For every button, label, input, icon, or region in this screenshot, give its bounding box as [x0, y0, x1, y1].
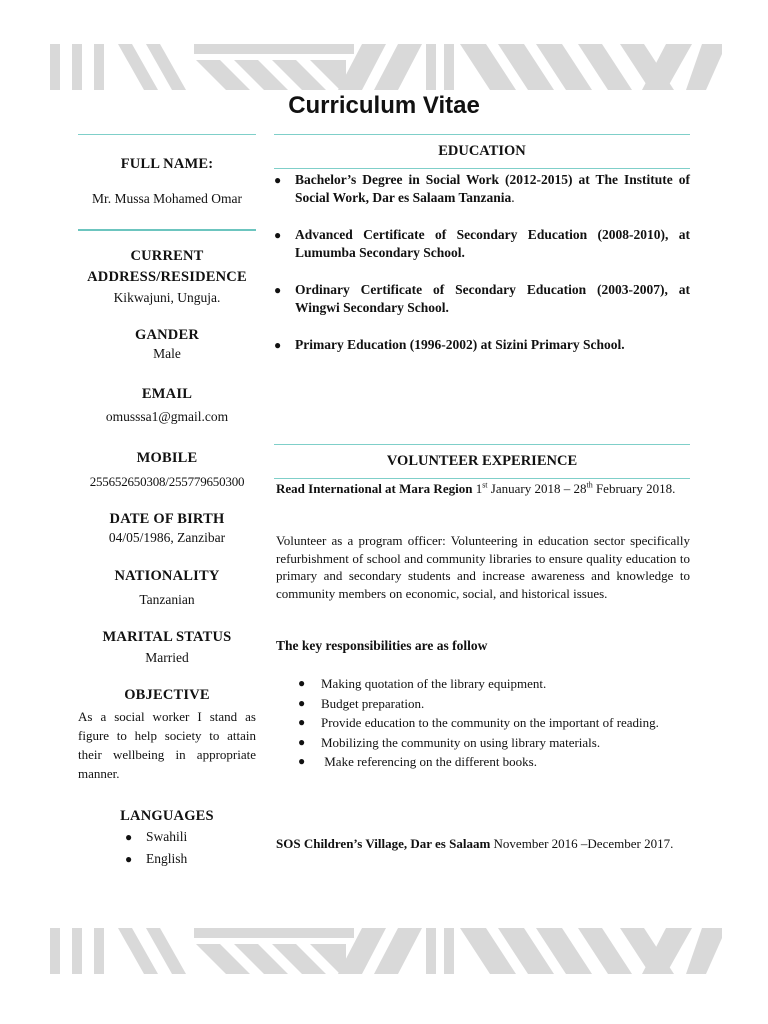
objective-text: As a social worker I stand as figure to help society to attain their wellbeing in appropriate manner.	[78, 709, 256, 781]
left-top-rule	[78, 134, 256, 135]
responsibility-text: Budget preparation.	[321, 695, 425, 711]
responsibilities-heading: The key responsibilities are as follow	[276, 638, 488, 653]
date-suffix: th	[586, 480, 593, 490]
education-item-text: Bachelor’s Degree in Social Work (2012-2015) at The Institute of Social Work, Dar es Salaam Tanzania	[295, 172, 690, 205]
responsibility-text: Mobilizing the community on using library materials.	[321, 734, 601, 750]
education-heading: EDUCATION	[438, 143, 526, 159]
languages-list	[78, 826, 256, 870]
education-item-text: Advanced Certificate of Secondary Education (2008-2010), at Lumumba Secondary School.	[295, 227, 690, 260]
gender-label: GANDER	[134, 327, 200, 343]
mobile-value: 255652650308/255779650300	[89, 474, 245, 489]
bullet-icon: ●	[125, 852, 133, 866]
gender-value: Male	[153, 346, 181, 361]
date-text: January 2018 – 28	[487, 481, 587, 496]
stripe-pattern	[46, 44, 722, 90]
education-bottom-rule	[274, 168, 690, 169]
dob-value: 04/05/1986, Zanzibar	[108, 530, 226, 545]
list-item	[78, 848, 256, 870]
address-label-line1: CURRENT	[130, 248, 204, 264]
volunteer-top-rule	[274, 444, 690, 445]
responsibility-text: Make referencing on the different books.	[321, 754, 537, 769]
bullet-icon: ●	[298, 754, 306, 768]
mobile-label: MOBILE	[136, 450, 198, 466]
date-text: February 2018.	[592, 481, 676, 496]
language-name: Swahili	[146, 829, 188, 844]
responsibility-text: Provide education to the community on the important of reading.	[321, 715, 659, 730]
marital-status-label: MARITAL STATUS	[102, 629, 232, 645]
volunteer-bottom-rule	[274, 478, 690, 479]
responsibility-text: Making quotation of the library equipment.	[321, 676, 547, 691]
stripe-pattern	[46, 928, 722, 974]
list-item	[274, 336, 690, 354]
volunteer-heading: VOLUNTEER EXPERIENCE	[386, 453, 578, 469]
address-label-line2: ADDRESS/RESIDENCE	[87, 269, 247, 285]
organization-name: Read International at Mara Region	[276, 481, 473, 496]
bullet-icon: ●	[274, 228, 282, 242]
marital-status-value: Married	[145, 650, 189, 665]
address-value: Kikwajuni, Unguja.	[113, 290, 221, 305]
page-title: Curriculum Vitae	[288, 92, 480, 119]
date-text: November 2016 –December 2017.	[490, 836, 674, 851]
list-item	[274, 171, 690, 207]
date-text: 1	[472, 481, 483, 496]
volunteer-entry-1	[276, 480, 690, 498]
bullet-icon: ●	[274, 173, 282, 187]
nationality-value: Tanzanian	[139, 592, 195, 607]
volunteer-description: Volunteer as a program officer: Volunteering in education sector specifically refurbishment of school and community libraries to ensure quality education to primary and secondary students and increase awareness and knowledge to community members on economic, social, and historical issues.	[276, 533, 690, 601]
full-name-label: FULL NAME:	[120, 156, 214, 172]
language-name: English	[146, 851, 188, 866]
bullet-icon: ●	[274, 283, 282, 297]
objective-label: OBJECTIVE	[124, 687, 210, 703]
list-item	[276, 674, 690, 694]
bullet-icon: ●	[298, 695, 306, 710]
bullet-icon: ●	[298, 676, 306, 690]
bullet-icon: ●	[298, 715, 306, 729]
left-divider-rule	[78, 229, 256, 231]
list-item	[276, 752, 690, 772]
list-item	[78, 826, 256, 848]
bullet-icon: ●	[298, 734, 306, 749]
list-item	[276, 694, 690, 714]
bullet-icon: ●	[125, 830, 133, 844]
date-suffix: st	[482, 480, 488, 490]
education-item-text: Ordinary Certificate of Secondary Education (2003-2007), at Wingwi Secondary School.	[295, 282, 690, 315]
education-list	[274, 171, 690, 373]
languages-label: LANGUAGES	[120, 808, 214, 824]
education-top-rule	[274, 134, 690, 135]
footer-pattern-band	[46, 928, 722, 974]
email-value: omusssa1@gmail.com	[105, 409, 229, 424]
list-item	[276, 733, 690, 753]
list-item	[276, 713, 690, 733]
header-pattern-band	[46, 44, 722, 90]
email-label: EMAIL	[141, 386, 193, 402]
organization-name: SOS Children’s Village, Dar es Salaam	[276, 836, 491, 851]
bullet-icon: ●	[274, 338, 282, 352]
education-item-text: Primary Education (1996-2002) at Sizini Primary School.	[295, 337, 625, 352]
list-item	[274, 281, 690, 317]
responsibilities-list	[276, 674, 690, 772]
list-item	[274, 226, 690, 262]
dob-label: DATE OF BIRTH	[109, 511, 225, 527]
nationality-label: NATIONALITY	[114, 568, 220, 584]
volunteer-entry-2	[276, 835, 690, 853]
full-name-value: Mr. Mussa Mohamed Omar	[92, 191, 242, 206]
education-item-tail: .	[511, 190, 515, 205]
